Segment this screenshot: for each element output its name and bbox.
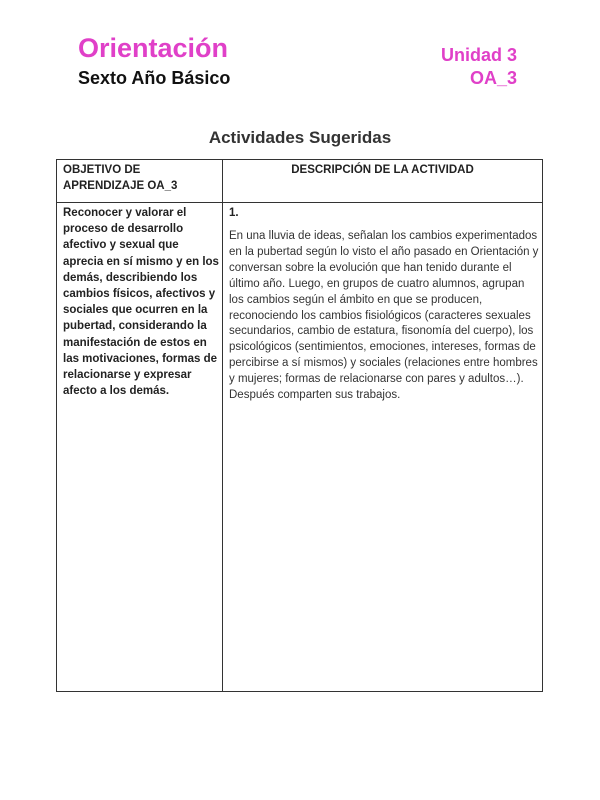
grade-label: Sexto Año Básico (78, 68, 231, 88)
activity-number: 1. (229, 207, 239, 219)
objective-cell: Reconocer y valorar el proceso de desarrollo afectivo y sexual que aprecia en sí mismo y en los demás, describiendo los cambios físicos, afectivos y sociales que ocurren en la pubertad, considerando la manifestación de estos en las motivaciones, formas de relacionarse y expresar afecto a los demás. (63, 207, 219, 398)
column-divider (222, 160, 223, 691)
objective-column-header: OBJETIVO DE APRENDIZAJE OA_3 (63, 164, 178, 192)
subject-title: Orientación (78, 33, 229, 63)
activity-column-header: DESCRIPCIÓN DE LA ACTIVIDAD (291, 164, 474, 176)
oa-code-label: OA_3 (469, 68, 517, 88)
section-title: Actividades Sugeridas (208, 128, 392, 147)
activities-table (56, 159, 543, 692)
activity-description: En una lluvia de ideas, señalan los cambios experimentados en la pubertad según lo visto el año pasado en Orientación y conversan sobre la evolución que han tenido durante el último año. Luego, en grupos de cuatro alumnos, agrupan los cambios según el ámbito en que se producen, reconociendo los cambios fisiológicos (caracteres sexuales secundarios, cambio de estatura, fisonomía del cuerpo), los psicológicos (sentimientos, emociones, intereses, formas de percibirse a sí mismos) y sociales (relaciones entre hombres y mujeres; formas de relacionarse con pares y adultos…). Después comparten sus trabajos. (229, 230, 539, 402)
header-row-divider (57, 202, 542, 203)
unit-label: Unidad 3 (440, 45, 517, 65)
